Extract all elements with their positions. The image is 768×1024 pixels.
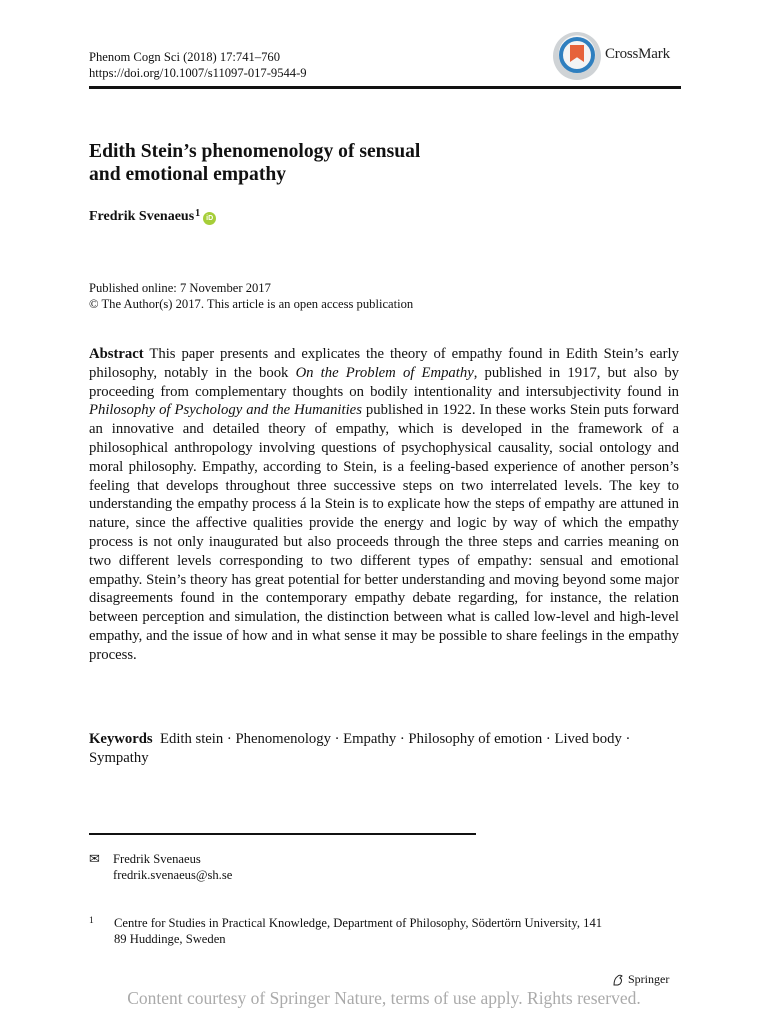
copyright-notice: © The Author(s) 2017. This article is an open access publication: [89, 297, 414, 311]
header-rule: [89, 86, 681, 89]
article-title: [89, 140, 569, 186]
keywords: [89, 730, 679, 768]
abstract-book-2: Philosophy of Psychology and the Humanities: [89, 402, 362, 419]
affiliation-line-1: Centre for Studies in Practical Knowledge, Department of Philosophy, Södertörn University, 141: [114, 916, 603, 930]
envelope-icon: ✉: [89, 851, 100, 866]
journal-header: [89, 49, 307, 81]
published-date: Published online: 7 November 2017: [89, 281, 271, 295]
author-name[interactable]: Fredrik Svenaeus: [89, 209, 195, 224]
contact-email[interactable]: fredrik.svenaeus@sh.se: [113, 868, 233, 882]
crossmark-label: CrossMark: [605, 46, 670, 62]
abstract-label: Abstract: [89, 346, 144, 362]
affiliation-number: 1: [89, 916, 94, 926]
keywords-label: Keywords: [89, 731, 153, 747]
title-line-2: and emotional empathy: [89, 164, 287, 185]
crossmark-icon: [553, 32, 601, 80]
springer-logo: [611, 972, 669, 987]
abstract-text-3: published in 1922. In these works Stein puts forward an innovative and detailed theory of empathy, which is developed in the framework of a philosophical anthropology involving questions of psychophysical causality, social ontology and moral philosophy. Empathy, according to Stein, is a feeling-based experience of another person’s feeling that develops throughout three successive steps on two interrelated levels. The key to understanding the empathy process á la Stein is to explicate how the steps of empathy are attuned in nature, since the affective qualities provide the energy and logic by way of which the empathy process is not only inaugurated but also proceeds through the three steps and carries meaning on two different levels corresponding to two different types of empathy: sensual and emotional empathy. Stein’s theory has great potential for better understanding and moving beyond some major disagreements found in the contemporary empathy debate regarding, for instance, the relation between perception and simulation, the distinction between what is called low-level and high-level empathy, and the issue of how and in what sense it may be possible to share feelings in the empathy process.: [89, 402, 679, 663]
courtesy-watermark: Content courtesy of Springer Nature, terms of use apply. Rights reserved.: [127, 988, 641, 1008]
contact-name: Fredrik Svenaeus: [113, 852, 201, 866]
orcid-icon[interactable]: iD: [203, 212, 216, 225]
publisher-name: Springer: [628, 972, 670, 986]
affiliation-line-2: 89 Huddinge, Sweden: [114, 932, 226, 946]
abstract-text-2: , published in 1917, but also by proceeding from complementary thoughts on bodily intentionality and intersubjectivity found in: [89, 364, 680, 400]
crossmark-badge[interactable]: [553, 32, 683, 78]
abstract-book-1: On the Problem of Empathy: [295, 364, 474, 381]
corresponding-author: [89, 851, 232, 883]
abstract-text-1: This paper presents and explicates the theory of empathy found in Edith Stein’s early philosophy, notably in the book: [89, 346, 679, 381]
author-affiliation-marker: 1: [195, 208, 201, 219]
journal-citation: Phenom Cogn Sci (2018) 17:741–760: [89, 50, 281, 64]
title-line-1: Edith Stein’s phenomenology of sensual: [89, 141, 421, 162]
springer-horse-icon: [611, 973, 625, 987]
publication-info: [89, 280, 413, 312]
abstract: [89, 345, 679, 665]
doi-link[interactable]: https://doi.org/10.1007/s11097-017-9544-9: [89, 66, 307, 80]
author-line: [89, 209, 216, 225]
footnote-rule: [89, 833, 476, 835]
keywords-list: Edith stein · Phenomenology · Empathy · Philosophy of emotion · Lived body · Sympathy: [89, 731, 631, 766]
affiliation: [89, 915, 681, 947]
